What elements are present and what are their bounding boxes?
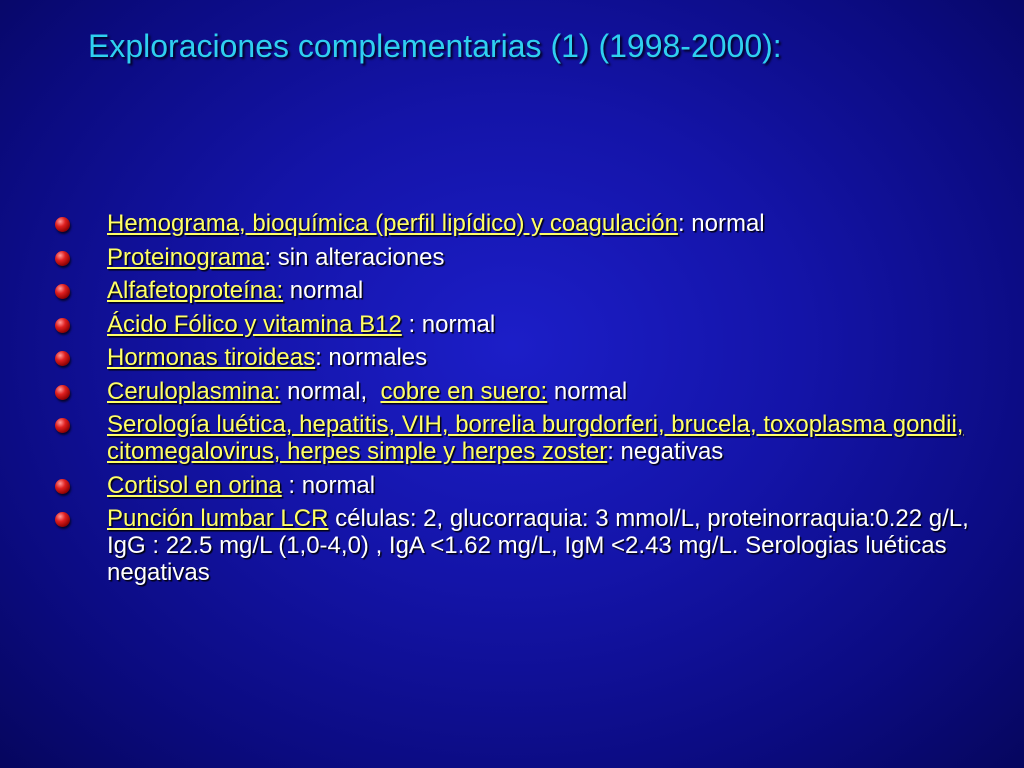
list-item [52, 411, 982, 465]
item-link-secondary[interactable]: cobre en suero: [380, 377, 548, 405]
item-link[interactable]: Cortisol en orina [107, 471, 282, 499]
item-link[interactable]: Alfafetoproteína: [107, 277, 284, 304]
bullet-sphere-icon [55, 418, 70, 433]
item-text: : sin alteraciones [264, 243, 445, 271]
item-text: : negativas [607, 438, 724, 465]
item-link[interactable]: Punción lumbar LCR [107, 505, 329, 532]
item-text: : normal [677, 210, 765, 237]
item-text: normal, [280, 377, 381, 405]
item-link[interactable]: Ceruloplasmina: [107, 377, 281, 405]
item-text: : normal [401, 310, 496, 338]
item-link[interactable]: Hormonas tiroideas [107, 344, 316, 371]
bullet-list [52, 210, 982, 593]
item-text: : normal [281, 471, 376, 499]
item-link[interactable]: Ácido Fólico y vitamina B12 [107, 310, 402, 338]
item-text: : normales [315, 344, 428, 371]
bullet-sphere-icon [55, 251, 70, 266]
list-item [52, 210, 982, 237]
item-link[interactable]: Serología luética, hepatitis, VIH, borrelia burgdorferi, brucela, toxoplasma gondii, citomegalovirus, herpes simple y herpes zoster [107, 411, 964, 465]
list-item [52, 311, 982, 338]
bullet-sphere-icon [55, 318, 70, 333]
bullet-sphere-icon [55, 479, 70, 494]
item-text: células: 2, glucorraquia: 3 mmol/L, proteinorraquia:0.22 g/L, IgG : 22.5 mg/L (1,0-4,0) , IgA <1.62 mg/L, IgM <2.43 mg/L. Serologias luéticas negativas [107, 505, 969, 586]
bullet-sphere-icon [55, 284, 70, 299]
list-item [52, 505, 982, 586]
bullet-sphere-icon [55, 385, 70, 400]
bullet-sphere-icon [55, 512, 70, 527]
list-item [52, 244, 982, 271]
list-item [52, 378, 982, 405]
item-text-secondary: normal [547, 377, 628, 405]
list-item [52, 277, 982, 304]
bullet-sphere-icon [55, 217, 70, 232]
item-link[interactable]: Hemograma, bioquímica (perfil lipídico) y coagulación [107, 210, 678, 237]
list-item [52, 472, 982, 499]
item-link[interactable]: Proteinograma [107, 243, 265, 271]
list-item [52, 344, 982, 371]
item-text: normal [283, 277, 364, 304]
slide-title: Exploraciones complementarias (1) (1998-2000): [88, 28, 782, 64]
bullet-sphere-icon [55, 351, 70, 366]
